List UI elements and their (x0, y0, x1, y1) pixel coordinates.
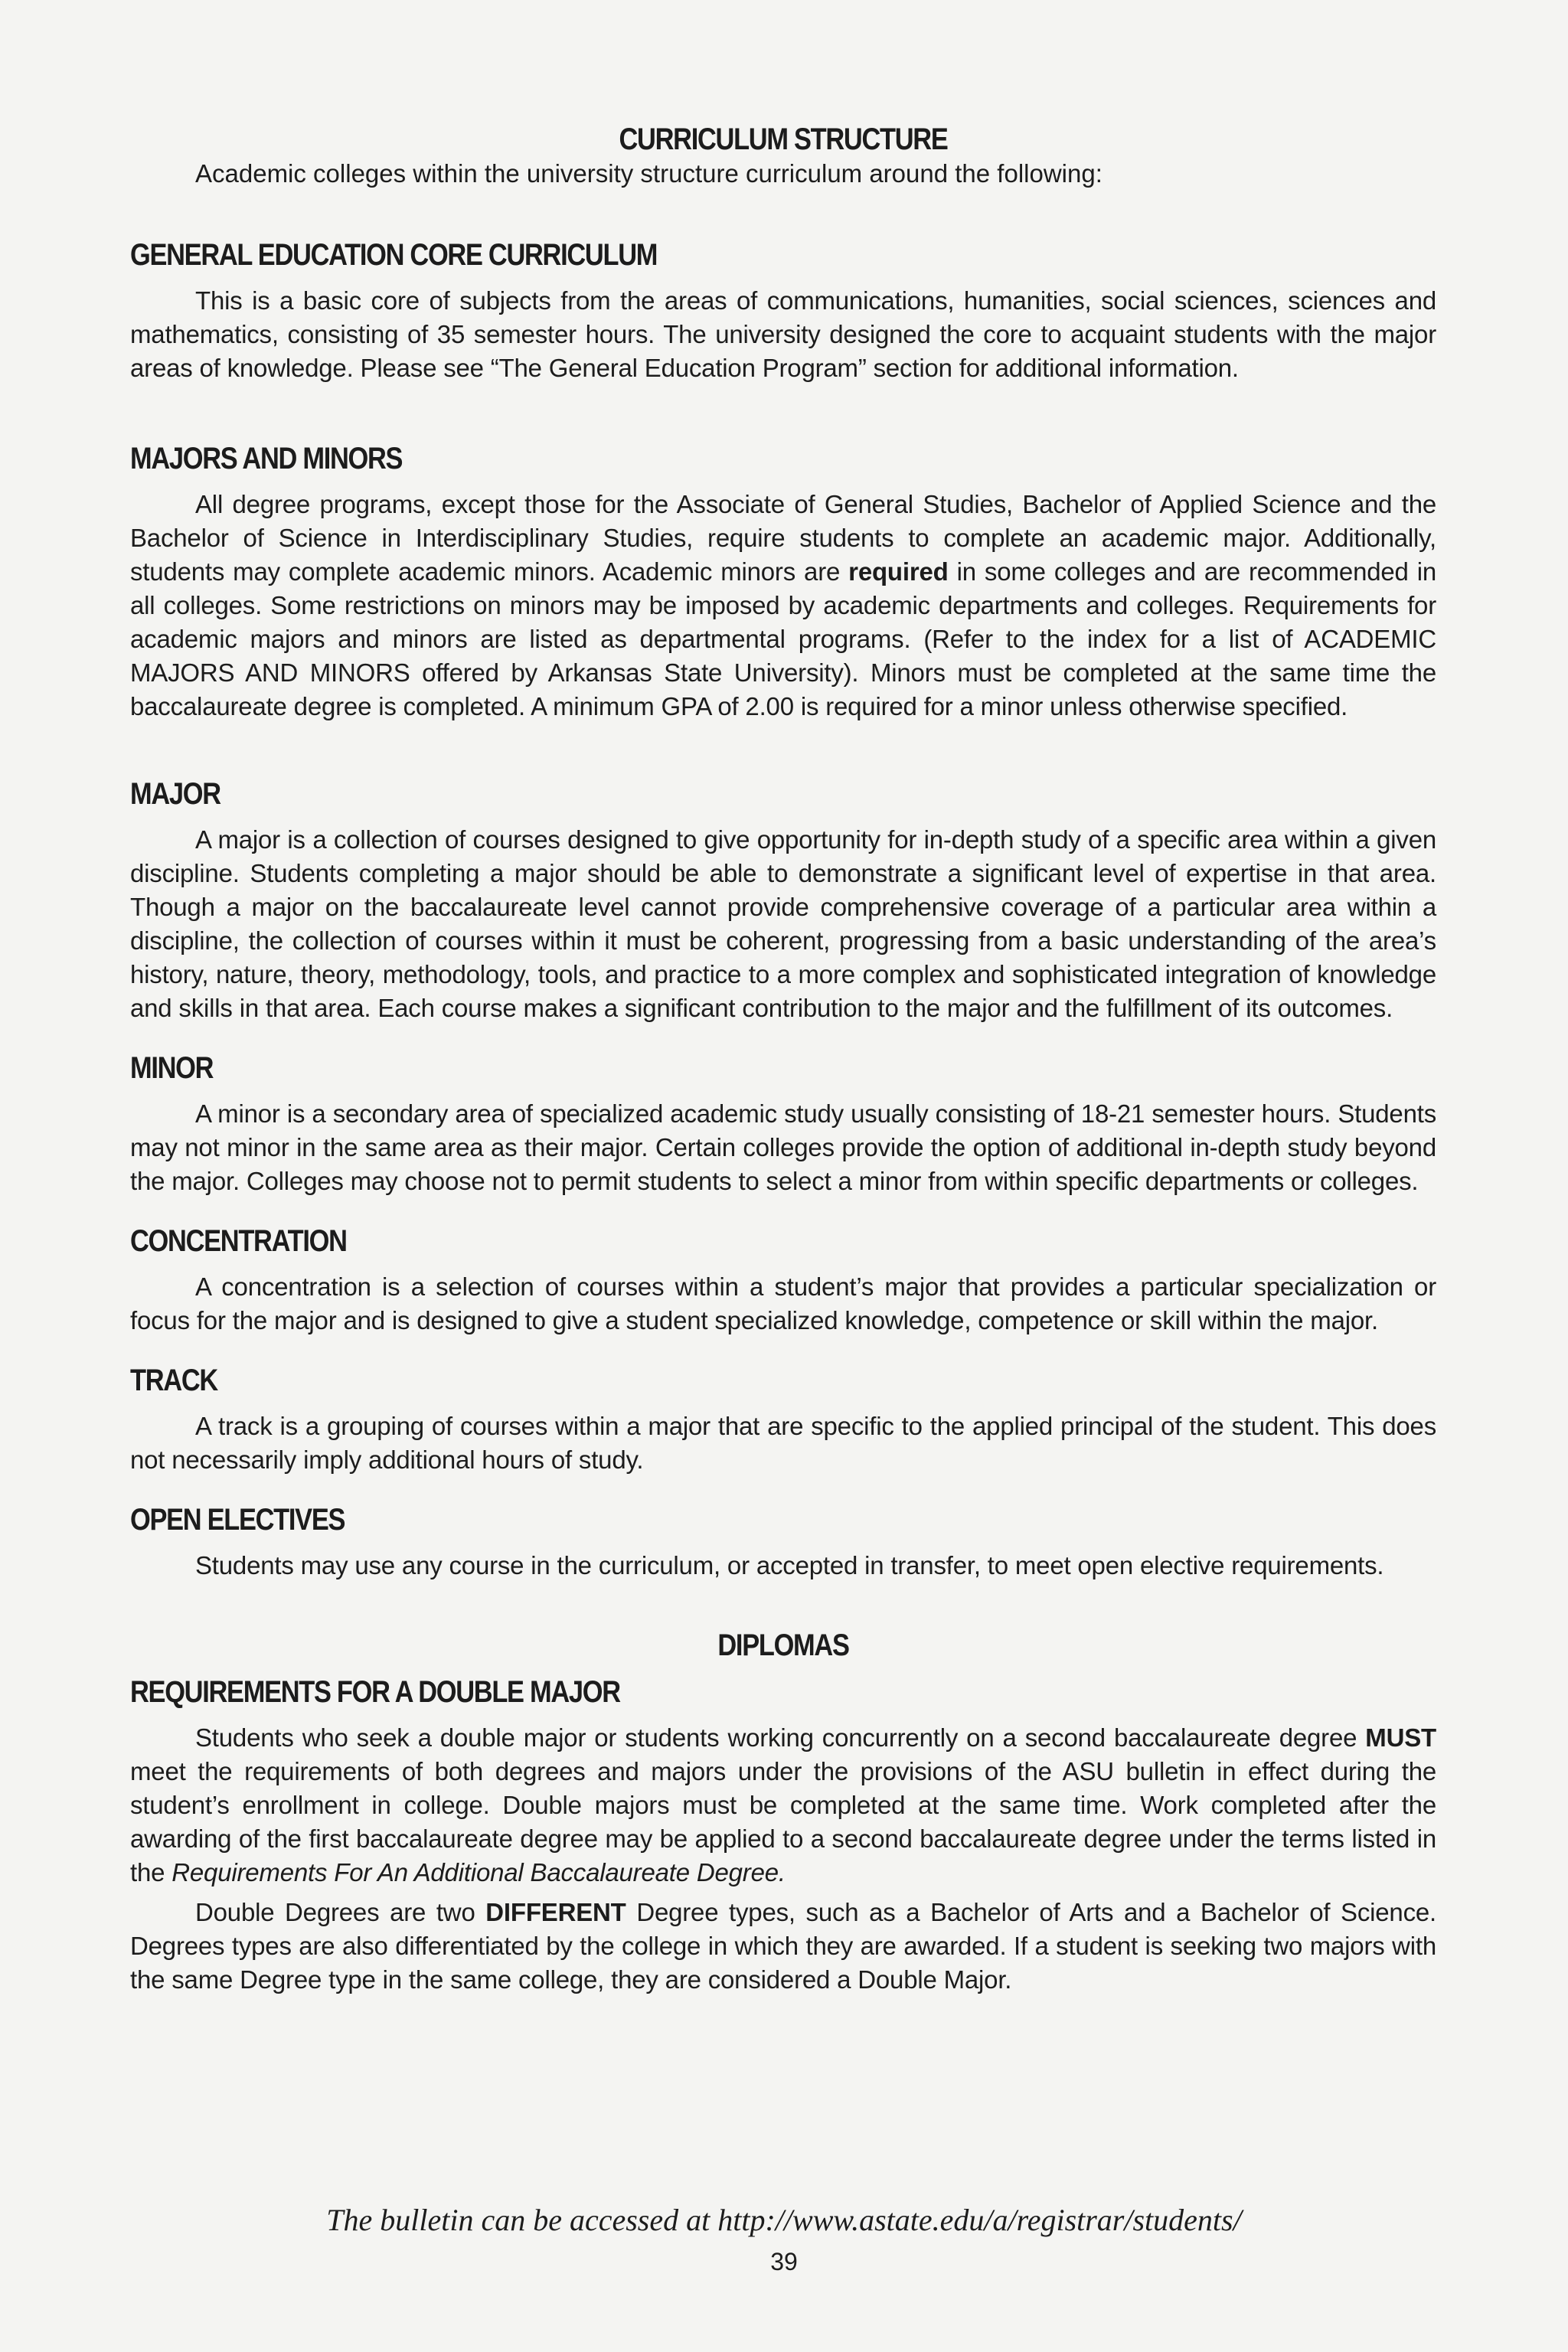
open-electives-text: Students may use any course in the curriculum, or accepted in transfer, to meet open elective requirements. (195, 1551, 1384, 1579)
general-education-text: This is a basic core of subjects from the areas of communications, humanities, social sciences, sciences and mathematics, consisting of 35 semester hours. The university designed the core to acquaint students with the major areas of knowledge. Please see “The General Education Program” section for additional information. (130, 286, 1436, 382)
double-major-p1-middle: meet the requirements of both degrees and majors under the provisions of the ASU bulletin in effect during the student’s enrollment in college. Double majors must be completed at the same time. Work completed after the awarding of the first baccalaureate degree may be applied to a second baccalaureate degree under the terms listed in the (130, 1757, 1436, 1886)
major-text: A major is a collection of courses designed to give opportunity for in-depth study of a specific area within a given discipline. Students completing a major should be able to demonstrate a significant level of expertise in that area. Though a major on the baccalaureate level cannot provide comprehensive coverage of a particular area within a discipline, the collection of courses within it must be coherent, progressing from a basic understanding of the area’s history, nature, theory, methodology, tools, and practice to a more complex and sophisticated integration of knowledge and skills in that area. Each course makes a significant contribution to the major and the fulfillment of its outcomes. (130, 825, 1436, 1022)
general-education-heading: GENERAL EDUCATION CORE CURRICULUM (130, 238, 658, 272)
majors-minors-text-after: in some colleges and are recommended in all colleges. Some restrictions on minors may be imposed by academic departments and colleges. Requirements for academic majors and minors are listed as departmental programs. (Refer to the index for a list of ACADEMIC MAJORS AND MINORS offered by Arkansas State University). Minors must be completed at the same time the baccalaureate degree is completed. A minimum GPA of 2.00 is required for a minor unless otherwise specified. (130, 557, 1436, 720)
double-major-must: MUST (1365, 1723, 1436, 1752)
double-major-p2-after: Degree types, such as a Bachelor of Arts and a Bachelor of Science. Degrees types are also differentiated by the college in which they are awarded. If a student is seeking two majors with the same Degree type in the same college, they are considered a Double Major. (130, 1898, 1437, 1994)
majors-minors-heading: MAJORS AND MINORS (130, 442, 403, 475)
diplomas-title: DIPLOMAS (717, 1628, 849, 1662)
open-electives-heading: OPEN ELECTIVES (130, 1503, 345, 1537)
majors-minors-text-before: All degree programs, except those for the Associate of General Studies, Bachelor of Applied Science and the Bachelor of Science in Interdisciplinary Studies, require students to complete an academic major. Additionally, students may complete academic minors. Academic minors are (130, 490, 1436, 586)
double-major-section (130, 1671, 1436, 1997)
double-major-different: DIFFERENT (485, 1898, 626, 1926)
major-heading: MAJOR (130, 777, 220, 811)
curriculum-structure-title: CURRICULUM STRUCTURE (619, 122, 948, 156)
minor-section (130, 1047, 1436, 1198)
track-section (130, 1359, 1436, 1477)
page-number: 39 (770, 2248, 798, 2275)
double-major-heading: REQUIREMENTS FOR A DOUBLE MAJOR (130, 1675, 620, 1709)
minor-text: A minor is a secondary area of specialized academic study usually consisting of 18-21 semester hours. Students may not minor in the same area as their major. Certain colleges provide the option of additional in-depth study beyond the major. Colleges may choose not to permit students to select a minor from within specific departments or colleges. (130, 1099, 1436, 1195)
double-major-paragraph-2 (130, 1896, 1436, 1997)
track-text: A track is a grouping of courses within a major that are specific to the applied principal of the student. This does not necessarily imply additional hours of study. (130, 1412, 1436, 1474)
footer-url-text: The bulletin can be accessed at http://www.astate.edu/a/registrar/students/ (326, 2203, 1242, 2237)
double-major-paragraph-1 (130, 1721, 1436, 1890)
bulletin-page (130, 122, 1436, 1997)
concentration-text: A concentration is a selection of courses within a student’s major that provides a particular specialization or focus for the major and is designed to give a student specialized knowledge, competence or skill within the major. (130, 1272, 1436, 1334)
majors-minors-section (130, 437, 1436, 724)
open-electives-section (130, 1498, 1436, 1583)
concentration-heading: CONCENTRATION (130, 1224, 347, 1258)
minor-heading: MINOR (130, 1051, 214, 1085)
double-major-p1-before: Students who seek a double major or students working concurrently on a second baccalaureate degree (195, 1723, 1366, 1752)
diplomas-section (130, 1628, 1436, 1663)
general-education-section (130, 234, 1436, 385)
concentration-section (130, 1220, 1436, 1338)
track-heading: TRACK (130, 1364, 217, 1397)
curriculum-structure-intro: Academic colleges within the university structure curriculum around the following: (195, 159, 1102, 188)
double-major-p2-before: Double Degrees are two (195, 1898, 486, 1926)
majors-minors-text (130, 488, 1436, 724)
majors-minors-required: required (848, 557, 949, 586)
double-major-reference: Requirements For An Additional Baccalaureate Degree. (172, 1858, 786, 1886)
major-section (130, 773, 1436, 1025)
